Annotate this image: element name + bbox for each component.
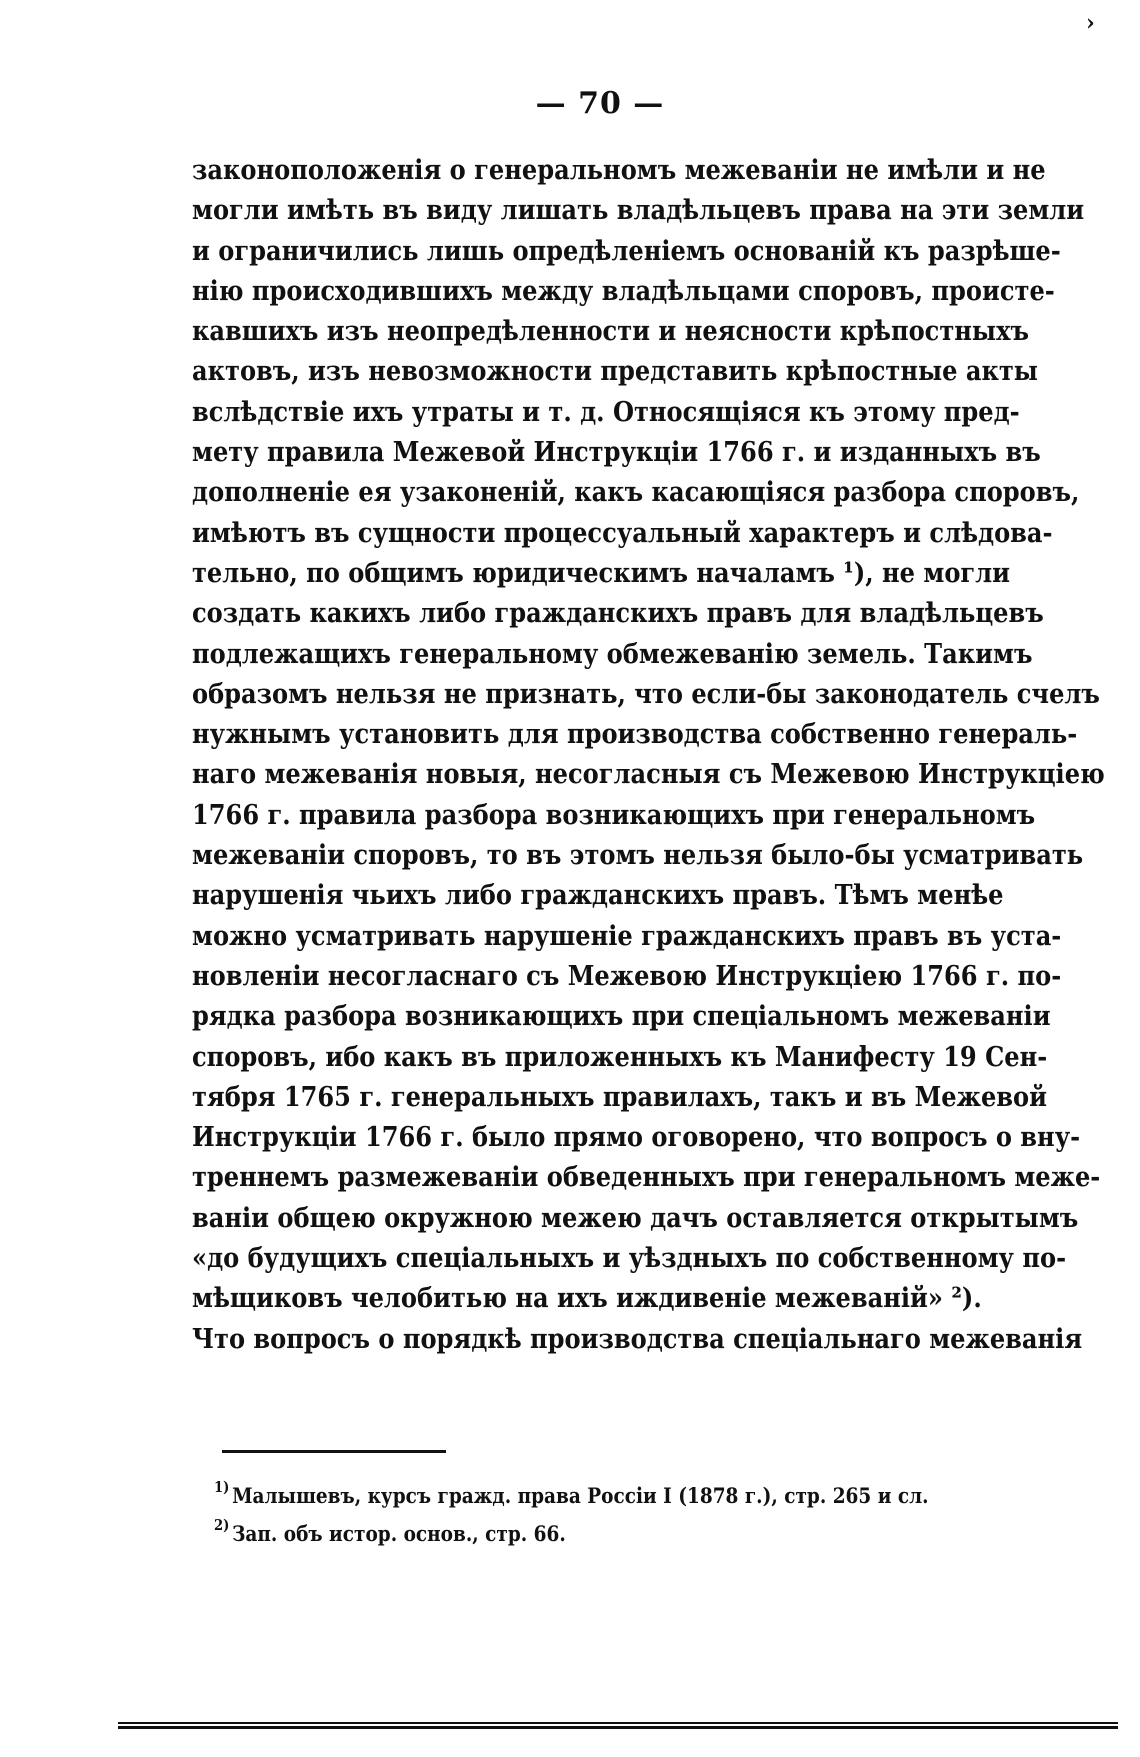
text-line: мету правила Межевой Инструкціи 1766 г. и изданныхъ въ (192, 436, 1041, 469)
text-line: Инструкціи 1766 г. было прямо оговорено, что вопросъ о вну- (192, 1121, 1081, 1154)
text-line: нарушенія чьихъ либо гражданскихъ правъ. Тѣмъ менѣе (192, 879, 1004, 912)
text-line: новленіи несогласнаго съ Межевою Инструкціею 1766 г. по- (192, 959, 1062, 992)
text-line: треннемъ размежеваніи обведенныхъ при генеральномъ меже- (192, 1161, 1101, 1194)
text-line: тября 1765 г. генеральныхъ правилахъ, такъ и въ Межевой (192, 1080, 1048, 1113)
text-line: межеваніи споровъ, то въ этомъ нельзя было-бы усматривать (192, 839, 1084, 872)
text-line: нужнымъ установить для производства собственно генераль- (192, 718, 1078, 751)
text-line: тельно, по общимъ юридическимъ началамъ ¹), не могли (192, 556, 1011, 589)
footnote-divider (222, 1450, 446, 1453)
footnote (214, 1512, 883, 1550)
text-line: актовъ, изъ невозможности представить крѣпостные акты (192, 355, 1038, 388)
text-line: споровъ, ибо какъ въ приложенныхъ къ Манифесту 19 Сен- (192, 1040, 1048, 1073)
text-line: можно усматривать нарушеніе гражданскихъ правъ въ уста- (192, 919, 1062, 952)
text-line: создать какихъ либо гражданскихъ правъ для владѣльцевъ (192, 597, 1044, 630)
footnotes (214, 1474, 929, 1550)
footnote-text: Малышевъ, курсъ гражд. права Россіи I (1878 г.), стр. 265 и сл. (232, 1483, 929, 1508)
text-line: могли имѣть въ виду лишать владѣльцевъ права на эти земли (192, 194, 1085, 227)
text-line: ваніи общею окружною межею дачъ оставляется открытымъ (192, 1201, 1079, 1234)
footnote-mark: 1) (214, 1478, 230, 1496)
body-text (192, 150, 1105, 1359)
text-line: дополненіе ея узаконеній, какъ касающіяся разбора споровъ, (192, 476, 1080, 509)
text-line: наго межеванія новыя, несогласныя съ Межевою Инструкціею (192, 758, 1105, 791)
text-line: подлежащихъ генеральному обмежеванію земель. Такимъ (192, 637, 1033, 670)
text-line: мѣщиковъ челобитью на ихъ иждивеніе межеваній» ²). (192, 1282, 982, 1315)
text-line: и ограничились лишь опредѣленіемъ основаній къ разрѣше- (192, 234, 1061, 267)
text-line: законоположенія о генеральномъ межеваніи не имѣли и не (192, 154, 1046, 186)
footnote (214, 1474, 929, 1512)
bottom-page-edge (118, 1722, 1118, 1730)
text-line: «до будущихъ спеціальныхъ и уѣздныхъ по собственному по- (192, 1242, 1067, 1275)
text-line: рядка разбора возникающихъ при спеціальномъ межеваніи (192, 1000, 1051, 1033)
text-line: 1766 г. правила разбора возникающихъ при генеральномъ (192, 798, 1036, 831)
text-line: образомъ нельзя не признать, что если-бы законодатель счелъ (192, 677, 1100, 710)
footnote-text: Зап. объ истор. основ., стр. 66. (232, 1521, 566, 1546)
page-number: — 70 — (535, 86, 665, 121)
footnote-mark: 2) (214, 1516, 230, 1534)
text-line: вслѣдствіе ихъ утраты и т. д. Относящіяся къ этому пред- (192, 395, 1020, 428)
corner-mark: › (1086, 10, 1095, 36)
text-line: кавшихъ изъ неопредѣленности и неясности крѣпостныхъ (192, 315, 1029, 348)
text-line: имѣютъ въ сущности процессуальный характеръ и слѣдова- (192, 516, 1053, 549)
text-line: нію происходившихъ между владѣльцами споровъ, проистe- (192, 274, 1055, 307)
text-line: Что вопросъ о порядкѣ производства спеціальнаго межеванія (192, 1322, 1083, 1355)
